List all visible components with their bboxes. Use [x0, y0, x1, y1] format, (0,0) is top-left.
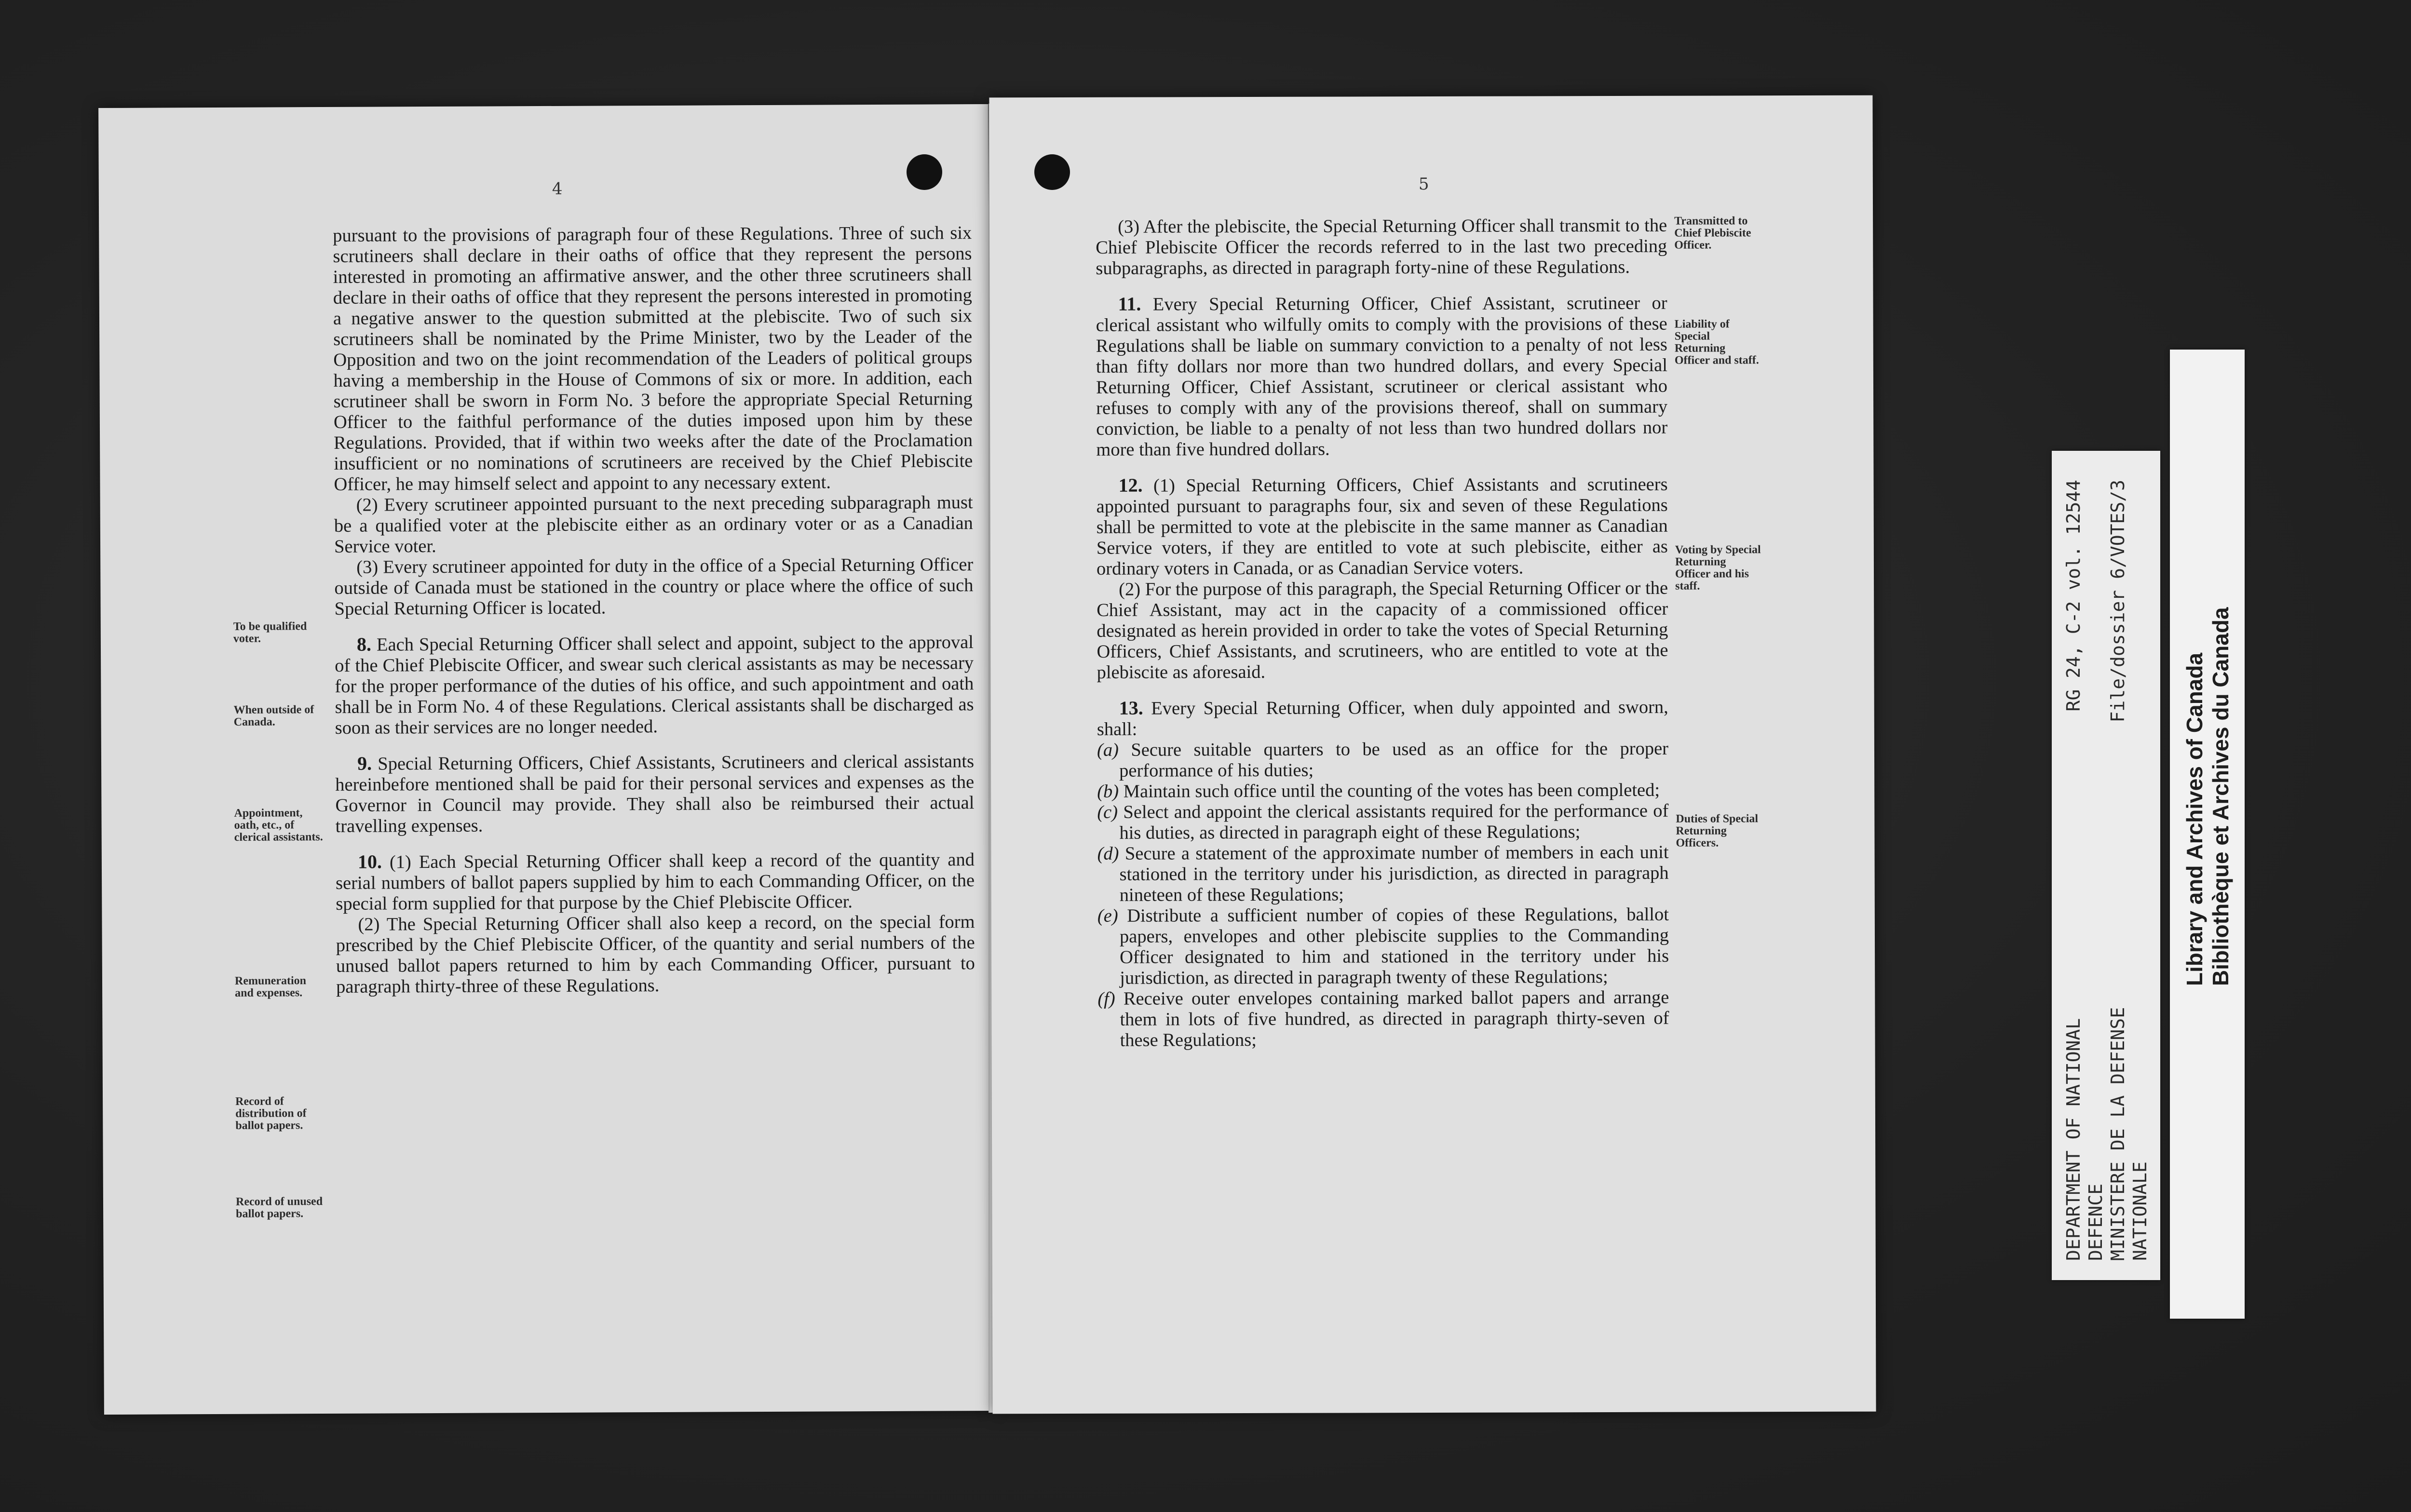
section-9: 9. Special Returning Officers, Chief Assistants, Scrutineers and clerical assistants hereinbefore mentioned shall be paid for their personal services and expenses as the Governor in Council may provide. They shall also be reimbursed their actual travelling expenses. — [335, 751, 975, 837]
duty-item: (e) Distribute a sufficient number of copies of these Regulations, ballot papers, envelopes and other plebiscite supplies to the Commanding Officer designated to him and stationed in the territory under his jurisdiction, as directed in paragraph twenty of these Regulations; — [1097, 904, 1669, 988]
paragraph-10-2: (2) The Special Returning Officer shall also keep a record, on the special form prescribed by the Chief Plebiscite Officer, of the quantity and serial numbers of the unused ballot papers returned to him by each Commanding Officer, pursuant to paragraph thirty-three of these Regulations. — [336, 912, 975, 997]
lac-english: Library and Archives of Canada — [2182, 652, 2207, 986]
margin-note: Liability of Special Returning Officer and staff. — [1674, 318, 1759, 367]
margin-note: To be qualified voter. — [233, 620, 307, 645]
label-dept: DEPARTMENT OF NATIONAL — [2063, 1018, 2084, 1261]
page-number-left: 4 — [552, 179, 563, 199]
section-8: 8. Each Special Returning Officer shall select and appoint, subject to the approval of the Chief Plebiscite Officer, and swear such clerical assistants as may be necessary for the proper performance of the duties of his office, and such appointment and oath shall be in Form No. 4 of these Regulations. Clerical assistants shall be discharged as soon as their services are no longer needed. — [335, 632, 974, 738]
left-page — [98, 104, 994, 1415]
duty-item: (f) Receive outer envelopes containing marked ballot papers and arrange them in lots of five hundred, as directed in paragraph thirty-seven of these Regulations; — [1097, 987, 1669, 1051]
label-file: File/dossier 6/VOTES/3 — [2107, 480, 2128, 723]
label-defence: DEFENCE — [2085, 1183, 2106, 1261]
label-nationale: NATIONALE — [2129, 1161, 2151, 1261]
margin-note: Voting by Special Returning Officer and his staff. — [1675, 543, 1761, 593]
lac-french: Bibliothèque et Archives du Canada — [2208, 607, 2233, 986]
margin-note: When outside of Canada. — [233, 703, 314, 729]
margin-note: Record of distribution of ballot papers. — [235, 1095, 307, 1132]
paragraph-7-2: (2) Every scrutineer appointed pursuant to the next preceding subparagraph must be a qualified voter at the plebiscite either as an ordinary voter or as a Canadian Service voter. — [334, 492, 973, 557]
margin-note: Remuneration and expenses. — [234, 974, 307, 999]
paragraph-10-3: (3) After the plebiscite, the Special Returning Officer shall transmit to the Chief Plebiscite Officer the records referred to in the last two preceding subparagraphs, as directed in paragraph forty-nine of these Regulations. — [1096, 215, 1667, 279]
duty-item: (c) Select and appoint the clerical assistants required for the performance of his duties, as directed in paragraph eight of these Regulations; — [1097, 800, 1669, 843]
archive-reference-label — [2052, 451, 2160, 1280]
section-13: 13. Every Special Returning Officer, when duly appointed and sworn, shall: — [1097, 697, 1668, 740]
page-number-right: 5 — [1418, 175, 1429, 194]
paragraph-7-3: (3) Every scrutineer appointed for duty in the office of a Special Returning Officer outside of Canada must be stationed in the country or place where the office of such Special Returning Officer is located. — [334, 554, 974, 619]
paragraph-scrutineers: pursuant to the provisions of paragraph four of these Regulations. Three of such six scrutineers shall declare in their oaths of office that they represent the persons interested in promoting an affirmative answer, and the other three scrutineers shall declare in their oaths of office that they represent the persons interested in promoting a negative answer to the question submitted at the plebiscite. Two of such six scrutineers shall be nominated by the Prime Minister, two by the Leader of the Opposition and two on the joint recommendation of the Leaders of political groups having a membership in the House of Commons of six or more. In addition, each scrutineer shall be sworn in Form No. 3 before the appropriate Special Returning Officer to the faithful performance of the duties imposed upon him by these Regulations. Provided, that if within two weeks after the date of the Proclamation insufficient or no nominations of scrutineers are received by the Chief Plebiscite Officer, he may himself select and appoint to any necessary extent. — [333, 223, 973, 495]
section-10: 10. (1) Each Special Returning Officer shall keep a record of the quantity and serial numbers of ballot papers supplied by him to each Commanding Officer, on the special form supplied for that purpose by the Chief Plebiscite Officer. — [336, 850, 975, 914]
label-ministere: MINISTERE DE LA DEFENSE — [2107, 1007, 2128, 1261]
right-page-body — [1096, 216, 1669, 1051]
paragraph-12-2: (2) For the purpose of this paragraph, the Special Returning Officer or the Chief Assistant, may act in the capacity of a commissioned officer designated as herein provided in order to take the votes of Special Returning Officers, Chief Assistants, and scrutineers, who are entitled to vote at the plebiscite as aforesaid. — [1097, 578, 1668, 683]
duty-item: (d) Secure a statement of the approximate number of members in each unit stationed in the territory under his jurisdiction, as directed in paragraph nineteen of these Regulations; — [1097, 842, 1669, 905]
lac-label — [2170, 350, 2245, 1319]
margin-note: Appointment, oath, etc., of clerical assistants. — [234, 807, 323, 844]
punch-hole-right — [1034, 154, 1070, 190]
right-page — [989, 95, 1876, 1414]
margin-note: Record of unused ballot papers. — [235, 1195, 323, 1220]
duty-item: (b) Maintain such office until the counting of the votes has been completed; — [1097, 780, 1660, 802]
label-rg: RG 24, C-2 vol. 12544 — [2063, 480, 2084, 712]
duty-item: (a) Secure suitable quarters to be used as an office for the proper performance of his duties; — [1097, 738, 1669, 781]
section-12: 12. (1) Special Returning Officers, Chief Assistants and scrutineers appointed pursuant to paragraphs four, six and seven of these Regulations shall be permitted to vote at the plebiscite in the same manner as Canadian Service voters, if they are entitled to vote at such plebiscite, either as ordinary voters in Canada, or as Canadian Service voters. — [1096, 474, 1668, 579]
punch-hole-left — [907, 154, 942, 190]
left-page-body — [333, 223, 975, 998]
section-11: 11. Every Special Returning Officer, Chief Assistant, scrutineer or clerical assistant who wilfully omits to comply with the provisions of these Regulations shall be liable on summary conviction to a penalty of not less than fifty dollars nor more than two hundred dollars, and every Special Returning Officer, Chief Assistant, scrutineer or clerical assistant who refuses to comply with any of the provisions thereof, shall on summary conviction, be liable to a penalty of not less than two hundred dollars nor more than five hundred dollars. — [1096, 293, 1668, 460]
margin-note: Transmitted to Chief Plebiscite Officer. — [1674, 215, 1751, 252]
margin-note: Duties of Special Returning Officers. — [1676, 812, 1759, 850]
